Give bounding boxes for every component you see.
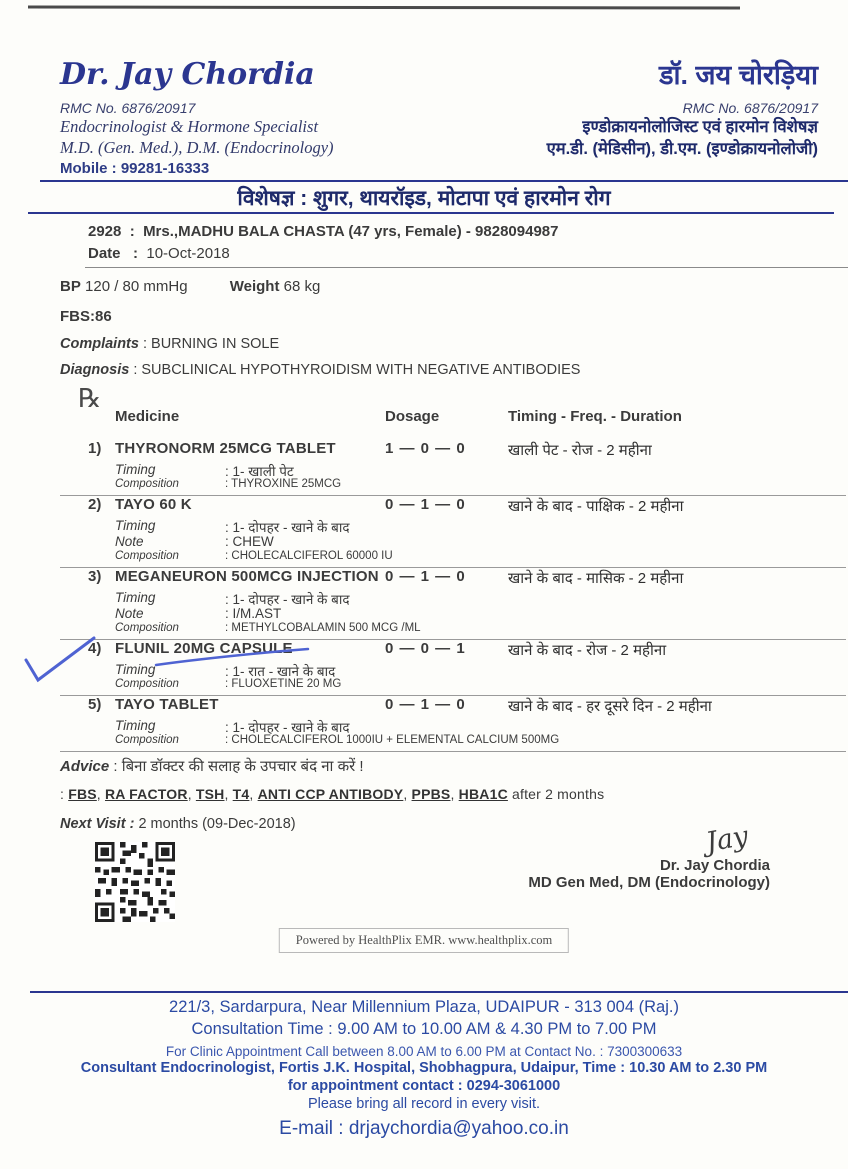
test-item: FBS	[68, 786, 97, 802]
powered-by-text: Powered by HealthPlix EMR. www.healthplix.com	[295, 933, 553, 947]
medicine-dosage: 0 — 1 — 0	[385, 496, 466, 513]
complaints-label: Complaints	[60, 336, 139, 352]
patient-name: Mrs.,MADHU BALA CHASTA (47 yrs, Female) - 9828094987	[143, 223, 559, 240]
rmc-number-hindi-block: RMC No. 6876/20917	[682, 100, 818, 117]
weight-value: 68 kg	[283, 278, 321, 295]
powered-by-box	[279, 928, 569, 953]
qr-code	[95, 842, 175, 922]
signature-doctor-degrees: MD Gen Med, DM (Endocrinology)	[528, 874, 770, 891]
divider-header-top	[40, 180, 848, 182]
diagnosis-label: Diagnosis	[60, 362, 130, 378]
visit-date-line: Date : 10-Oct-2018	[88, 245, 230, 262]
medicine-tfd: खाली पेट - रोज - 2 महीना	[508, 442, 652, 459]
next-visit-value: 2 months (09-Dec-2018)	[138, 816, 296, 832]
patient-id-name: 2928 : Mrs.,MADHU BALA CHASTA (47 yrs, Female) - 9828094987	[88, 223, 559, 240]
advice-value: : बिना डॉक्टर की सलाह के उपचार बंद ना करें !	[113, 758, 364, 775]
hospital-consultant-line: Consultant Endocrinologist, Fortis J.K. Hospital, Shobhagpura, Udaipur, Time : 10.30 AM to 2.30 PM	[80, 1060, 768, 1076]
advice-line	[60, 756, 364, 776]
medicine-row: 4) FLUNIL 20MG CAPSULE 0 — 0 — 1 खाने के बाद - रोज - 2 महीना Timing : 1- रात - खाने के बाद Composition : FLUOXETINE 20 MG	[60, 640, 846, 696]
medicine-note: : I/M.AST	[225, 606, 282, 621]
hospital-appointment-contact: for appointment contact : 0294-3061000	[287, 1078, 561, 1094]
doctor-specialty-hindi: इण्डोक्रायनोलोजिस्ट एवं हारमोन विशेषज्ञ	[582, 118, 818, 137]
medicine-timing: : 1- दोपहर - खाने के बाद	[225, 720, 350, 735]
test-item: PPBS	[411, 786, 451, 802]
medicine-name: TAYO TABLET	[115, 696, 219, 713]
fbs-value: FBS:86	[60, 308, 112, 325]
medicine-row: 1) THYRONORM 25MCG TABLET 1 — 0 — 0 खाली पेट - रोज - 2 महीना Timing : 1- खाली पेट Composition : THYROXINE 25MCG	[60, 440, 846, 496]
doctor-degrees-hindi: एम.डी. (मेडिसीन), डी.एम. (इण्डोक्रायनोलोजी)	[546, 139, 818, 158]
medicine-name: THYRONORM 25MCG TABLET	[115, 440, 336, 457]
diagnosis-value: : SUBCLINICAL HYPOTHYROIDISM WITH NEGATIVE ANTIBODIES	[133, 362, 581, 378]
medicine-composition: : CHOLECALCIFEROL 60000 IU	[225, 550, 393, 562]
doctor-name-hindi: डॉ. जय चोरड़िया	[659, 60, 818, 90]
test-item: T4	[232, 786, 250, 802]
advice-label: Advice	[60, 758, 110, 775]
specialty-banner: विशेषज्ञ : शुगर, थायरॉइड, मोटापा एवं हारमोन रोग	[237, 187, 611, 210]
signature-doctor-name: Dr. Jay Chordia	[659, 857, 770, 874]
email-line: E-mail : drjaychordia@yahoo.co.in	[279, 1118, 569, 1139]
medicine-composition: : FLUOXETINE 20 MG	[225, 678, 342, 690]
visit-date: 10-Oct-2018	[146, 245, 230, 262]
medicine-tfd: खाने के बाद - रोज - 2 महीना	[508, 642, 667, 659]
medicine-timing: : 1- खाली पेट	[225, 464, 294, 479]
medicine-tfd: खाने के बाद - मासिक - 2 महीना	[508, 570, 684, 587]
patient-info	[88, 221, 558, 265]
bp-value: 120 / 80 mmHg	[85, 278, 188, 295]
medicine-tfd: खाने के बाद - हर दूसरे दिन - 2 महीना	[508, 698, 712, 715]
patient-id: 2928	[88, 223, 122, 240]
medicine-table	[60, 408, 846, 752]
divider-header-bottom	[28, 212, 834, 214]
medicine-row: 3) MEGANEURON 500MCG INJECTION 0 — 1 — 0 खाने के बाद - मासिक - 2 महीना Timing : 1- दोपहर - खाने के बाद Note : I/M.AST Composition : METHYLCOBALAMIN 500 MCG /ML	[60, 568, 846, 640]
complaints-value: : BURNING IN SOLE	[142, 336, 280, 352]
test-item: TSH	[195, 786, 225, 802]
next-visit-label: Next Visit :	[60, 816, 135, 832]
doctor-degrees: M.D. (Gen. Med.), D.M. (Endocrinology)	[60, 137, 334, 157]
rmc-number: RMC No. 6876/20917	[60, 99, 196, 116]
medicine-name: MEGANEURON 500MCG INJECTION	[115, 568, 379, 585]
doctor-header-hindi	[547, 58, 818, 160]
bring-records-note: Please bring all record in every visit.	[307, 1096, 541, 1112]
doctor-header-english	[60, 56, 334, 179]
medicine-dosage: 0 — 1 — 0	[385, 696, 466, 713]
col-dosage: Dosage	[385, 408, 440, 425]
medicine-table-header	[60, 408, 846, 440]
bp-label: BP	[60, 278, 81, 295]
medicine-note: : CHEW	[225, 534, 274, 549]
vitals-line	[60, 278, 320, 295]
medicine-row: 2) TAYO 60 K 0 — 1 — 0 खाने के बाद - पाक्षिक - 2 महीना Timing : 1- दोपहर - खाने के बाद Note : CHEW Composition : CHOLECALCIFEROL 60000 IU	[60, 496, 846, 568]
divider-patient	[85, 267, 848, 268]
medicine-row: 5) TAYO TABLET 0 — 1 — 0 खाने के बाद - हर दूसरे दिन - 2 महीना Timing : 1- दोपहर - खाने के बाद Composition : CHOLECALCIFEROL 1000IU + ELEMENTAL CALCIUM 500MG	[60, 696, 846, 752]
next-visit-line	[60, 816, 296, 832]
rx-symbol: ℞	[78, 384, 102, 414]
doctor-mobile: Mobile : 99281-16333	[60, 160, 210, 178]
complaints-line	[60, 336, 279, 352]
signature-scribble: Jay	[703, 820, 751, 859]
test-item: HBA1C	[458, 786, 508, 802]
medicine-composition: : METHYLCOBALAMIN 500 MCG /ML	[225, 622, 421, 634]
medicine-dosage: 0 — 1 — 0	[385, 568, 466, 585]
test-item: ANTI CCP ANTIBODY	[257, 786, 404, 802]
medicine-dosage: 1 — 0 — 0	[385, 440, 466, 457]
medicine-composition: : THYROXINE 25MCG	[225, 478, 342, 490]
weight-label: Weight	[229, 278, 280, 295]
test-item: RA FACTOR	[104, 786, 188, 802]
signature-block	[528, 820, 770, 891]
col-medicine: Medicine	[115, 408, 180, 425]
divider-footer	[30, 991, 848, 993]
medicine-timing: : 1- दोपहर - खाने के बाद	[225, 520, 350, 535]
tests-line: : FBS, RA FACTOR, TSH, T4, ANTI CCP ANTIBODY, PPBS, HBA1C after 2 months	[60, 786, 605, 802]
medicine-timing: : 1- दोपहर - खाने के बाद	[225, 592, 350, 607]
clinic-appointment-contact: For Clinic Appointment Call between 8.00 AM to 6.00 PM at Contact No. : 7300300633	[165, 1044, 683, 1059]
consultation-time: Consultation Time : 9.00 AM to 10.00 AM & 4.30 PM to 7.00 PM	[191, 1020, 657, 1038]
diagnosis-line	[60, 362, 580, 378]
doctor-specialty: Endocrinologist & Hormone Specialist	[60, 117, 319, 136]
medicine-timing: : 1- रात - खाने के बाद	[225, 664, 336, 679]
scan-edge-artifact	[28, 6, 740, 10]
medicine-name: FLUNIL 20MG CAPSULE	[115, 640, 293, 657]
medicine-dosage: 0 — 0 — 1	[385, 640, 466, 657]
medicine-tfd: खाने के बाद - पाक्षिक - 2 महीना	[508, 498, 684, 515]
medicine-composition: : CHOLECALCIFEROL 1000IU + ELEMENTAL CALCIUM 500MG	[225, 734, 560, 746]
clinic-address: 221/3, Sardarpura, Near Millennium Plaza, UDAIPUR - 313 004 (Raj.)	[169, 998, 679, 1016]
col-timing-freq-duration: Timing - Freq. - Duration	[508, 408, 682, 425]
date-label: Date	[88, 245, 121, 262]
doctor-name: Dr. Jay Chordia	[60, 57, 315, 92]
medicine-name: TAYO 60 K	[115, 496, 192, 513]
